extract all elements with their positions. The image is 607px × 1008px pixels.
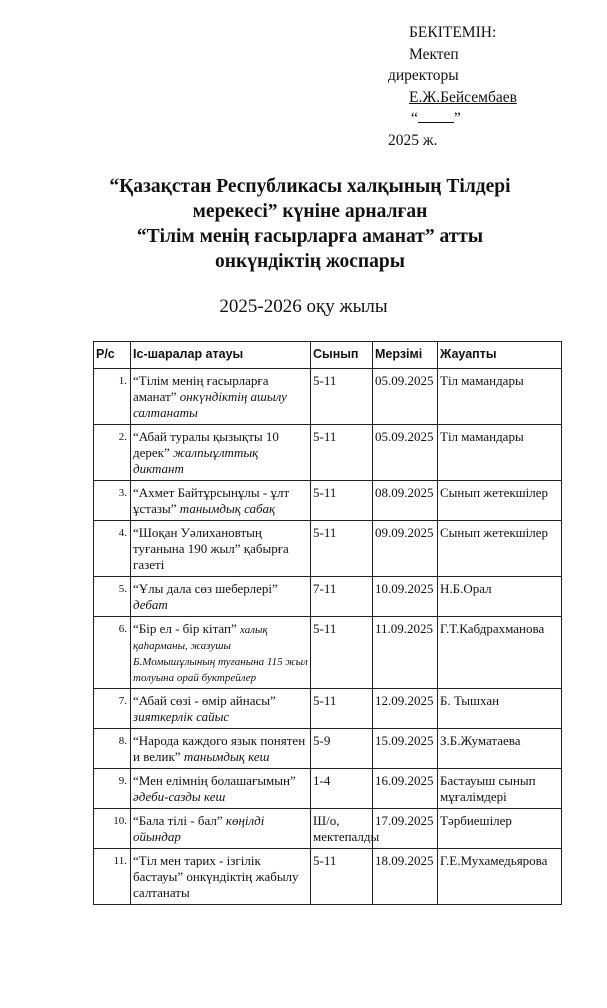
responsible: Сынып жетекшілер <box>438 481 562 521</box>
title-line-2: мерекесі” күніне арналған <box>192 201 428 222</box>
event-format: халық қаһарманы, жазушы Б.Момышұлының туғанына 115 жыл толуына орай буктрейлер <box>133 624 308 684</box>
grade: 5-11 <box>311 617 373 689</box>
row-number: 6. <box>94 617 131 689</box>
row-number: 1. <box>94 369 131 425</box>
approval-school: Мектеп <box>409 45 459 63</box>
date: 15.09.2025 <box>373 729 438 769</box>
event-name <box>131 849 311 905</box>
table-row <box>94 481 562 521</box>
event-format: танымдық кеш <box>183 749 270 764</box>
event-name <box>131 729 311 769</box>
responsible: Бастауыш сынып мұғалімдері <box>438 769 562 809</box>
academic-year: 2025-2026 оқу жылы <box>219 296 388 317</box>
event-title: “Ахмет Байтұрсынұлы - ұлт ұстазы” <box>133 485 290 516</box>
event-name <box>131 617 311 689</box>
table-row <box>94 689 562 729</box>
table-row <box>94 369 562 425</box>
date: 17.09.2025 <box>373 809 438 849</box>
row-number: 7. <box>94 689 131 729</box>
title-line-1: “Қазақстан Республикасы халқының Тілдері <box>109 176 511 197</box>
row-number: 3. <box>94 481 131 521</box>
event-title: “Абай сөзі - өмір айнасы” <box>133 693 276 708</box>
event-title: “Абай туралы қызықты 10 дерек” <box>133 429 279 460</box>
event-title: “Мен елімнің болашағымын” <box>133 773 296 788</box>
event-name <box>131 521 311 577</box>
event-title: “Ұлы дала сөз шеберлері” <box>133 581 278 596</box>
approval-year: 2025 ж. <box>388 131 438 149</box>
responsible: Б. Тышхан <box>438 689 562 729</box>
responsible: Сынып жетекшілер <box>438 521 562 577</box>
event-name <box>131 369 311 425</box>
event-title: “Народа каждого язык понятен и велик” <box>133 733 306 764</box>
event-name <box>131 425 311 481</box>
row-number: 5. <box>94 577 131 617</box>
title-line-4: онкүндіктің жоспары <box>215 251 405 272</box>
event-title: “Бала тілі - бал” <box>133 813 223 828</box>
grade: 7-11 <box>311 577 373 617</box>
grade: 5-11 <box>311 849 373 905</box>
document-title <box>60 174 560 274</box>
responsible: З.Б.Жуматаева <box>438 729 562 769</box>
table-row <box>94 769 562 809</box>
approval-block <box>388 22 517 151</box>
header-responsible: Жауапты <box>438 342 562 369</box>
grade: 5-11 <box>311 369 373 425</box>
responsible: Тәрбиешілер <box>438 809 562 849</box>
quote-close: ” <box>453 110 461 127</box>
quote-open: “ <box>411 110 418 127</box>
row-number: 4. <box>94 521 131 577</box>
date: 05.09.2025 <box>373 425 438 481</box>
grade: 1-4 <box>311 769 373 809</box>
event-title: “Шоқан Уәлихановтың туғанына 190 жыл” қабырға газеті <box>133 525 289 572</box>
event-name <box>131 689 311 729</box>
approval-director-name: Е.Ж.Бейсембаев <box>409 88 517 106</box>
event-format: зияткерлік сайыс <box>133 709 230 724</box>
table-row <box>94 521 562 577</box>
event-name <box>131 809 311 849</box>
header-name: Іс-шаралар атауы <box>131 342 311 369</box>
date: 09.09.2025 <box>373 521 438 577</box>
table-row <box>94 425 562 481</box>
event-format: көңілді ойындар <box>133 813 265 844</box>
responsible: Н.Б.Орал <box>438 577 562 617</box>
event-format: танымдық сабақ <box>179 501 276 516</box>
row-number: 11. <box>94 849 131 905</box>
row-number: 9. <box>94 769 131 809</box>
row-number: 2. <box>94 425 131 481</box>
table-row <box>94 577 562 617</box>
date: 16.09.2025 <box>373 769 438 809</box>
header-num: Р/с <box>94 342 131 369</box>
approval-heading: БЕКІТЕМІН: <box>409 24 497 41</box>
event-name <box>131 577 311 617</box>
responsible: Г.Т.Кабдрахманова <box>438 617 562 689</box>
grade: 5-11 <box>311 689 373 729</box>
responsible: Г.Е.Мухамедьярова <box>438 849 562 905</box>
approval-date-quotes <box>388 108 517 130</box>
header-grade: Сынып <box>311 342 373 369</box>
event-format: әдеби-сазды кеш <box>133 789 226 804</box>
table-row <box>94 809 562 849</box>
grade: 5-11 <box>311 425 373 481</box>
event-title: “Бір ел - бір кітап” <box>133 621 237 636</box>
table-header-row <box>94 342 562 369</box>
event-format: онкүндіктің ашылу салтанаты <box>133 389 287 420</box>
event-format: дебат <box>133 597 168 612</box>
date-blank-line <box>418 110 454 123</box>
table-row <box>94 849 562 905</box>
date: 11.09.2025 <box>373 617 438 689</box>
header-date: Мерзімі <box>373 342 438 369</box>
grade: Ш/о, мектепалды <box>311 809 373 849</box>
table-row <box>94 729 562 769</box>
row-number: 10. <box>94 809 131 849</box>
responsible: Тіл мамандары <box>438 369 562 425</box>
date: 10.09.2025 <box>373 577 438 617</box>
plan-table <box>93 341 562 905</box>
grade: 5-11 <box>311 481 373 521</box>
title-line-3: “Тілім менің ғасырларға аманат” атты <box>136 226 484 247</box>
date: 18.09.2025 <box>373 849 438 905</box>
date: 05.09.2025 <box>373 369 438 425</box>
grade: 5-11 <box>311 521 373 577</box>
event-name <box>131 769 311 809</box>
date: 12.09.2025 <box>373 689 438 729</box>
approval-director: директоры <box>388 67 459 84</box>
event-title: “Тіл мен тарих - ізгілік бастауы” онкүндіктің жабылу салтанаты <box>133 853 299 900</box>
event-format: жалпыұлттық диктант <box>133 445 259 476</box>
responsible: Тіл мамандары <box>438 425 562 481</box>
table-row <box>94 617 562 689</box>
event-name <box>131 481 311 521</box>
date: 08.09.2025 <box>373 481 438 521</box>
row-number: 8. <box>94 729 131 769</box>
grade: 5-9 <box>311 729 373 769</box>
event-title: “Тілім менің ғасырларға аманат” <box>133 373 269 404</box>
